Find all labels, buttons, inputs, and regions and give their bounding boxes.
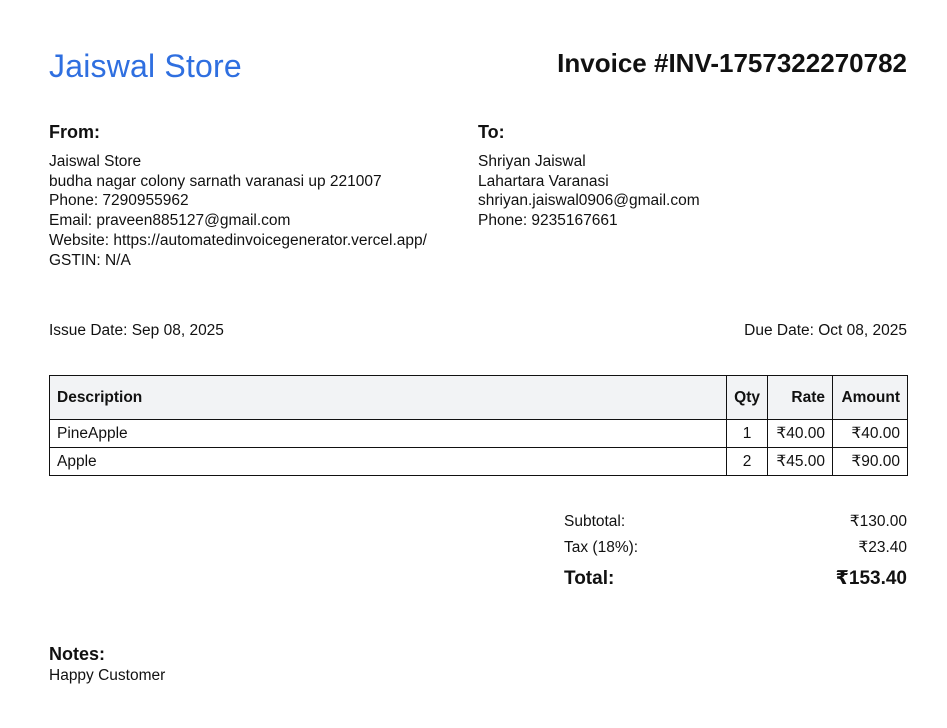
notes-heading: Notes: (49, 644, 106, 664)
table-row (50, 448, 908, 476)
col-amount: Amount (833, 376, 908, 420)
from-line: GSTIN: N/A (49, 251, 131, 269)
due-date: Due Date: Oct 08, 2025 (744, 322, 907, 339)
from-heading: From: (49, 122, 100, 142)
col-rate: Rate (768, 376, 833, 420)
cell-qty: 2 (727, 448, 768, 476)
tax-label: Tax (18%): (564, 539, 639, 556)
store-name: Jaiswal Store (49, 48, 242, 84)
to-line: Phone: 9235167661 (478, 212, 618, 230)
notes-text: Happy Customer (49, 667, 166, 684)
to-line: shriyan.jaiswal0906@gmail.com (478, 192, 700, 210)
issue-date: Issue Date: Sep 08, 2025 (49, 322, 224, 339)
to-line: Lahartara Varanasi (478, 172, 609, 190)
from-line: Email: praveen885127@gmail.com (49, 212, 291, 230)
to-section (478, 123, 700, 231)
table-header-row (50, 376, 908, 420)
to-heading: To: (478, 122, 505, 142)
cell-description: PineApple (50, 420, 727, 448)
total-value: ₹153.40 (835, 568, 907, 589)
from-line: Website: https://automatedinvoicegenerator.vercel.app/ (49, 231, 427, 249)
cell-amount: ₹90.00 (833, 448, 908, 476)
totals-section (564, 511, 907, 594)
cell-description: Apple (50, 448, 727, 476)
cell-qty: 1 (727, 420, 768, 448)
subtotal-label: Subtotal: (564, 513, 626, 530)
col-description: Description (50, 376, 727, 420)
items-table (49, 375, 908, 476)
from-line: Phone: 7290955962 (49, 192, 189, 210)
cell-amount: ₹40.00 (833, 420, 908, 448)
from-line: budha nagar colony sarnath varanasi up 221007 (49, 172, 382, 190)
col-qty: Qty (727, 376, 768, 420)
from-section (49, 123, 427, 271)
from-line: Jaiswal Store (49, 152, 142, 170)
tax-value: ₹23.40 (858, 539, 907, 556)
total-label: Total: (564, 568, 615, 589)
to-line: Shriyan Jaiswal (478, 152, 586, 170)
table-row (50, 420, 908, 448)
invoice-number: Invoice #INV-1757322270782 (557, 48, 907, 78)
total-row (564, 564, 907, 594)
cell-rate: ₹40.00 (768, 420, 833, 448)
tax-row (564, 537, 907, 563)
subtotal-value: ₹130.00 (849, 513, 907, 530)
notes-section (49, 644, 165, 685)
cell-rate: ₹45.00 (768, 448, 833, 476)
subtotal-row (564, 511, 907, 537)
